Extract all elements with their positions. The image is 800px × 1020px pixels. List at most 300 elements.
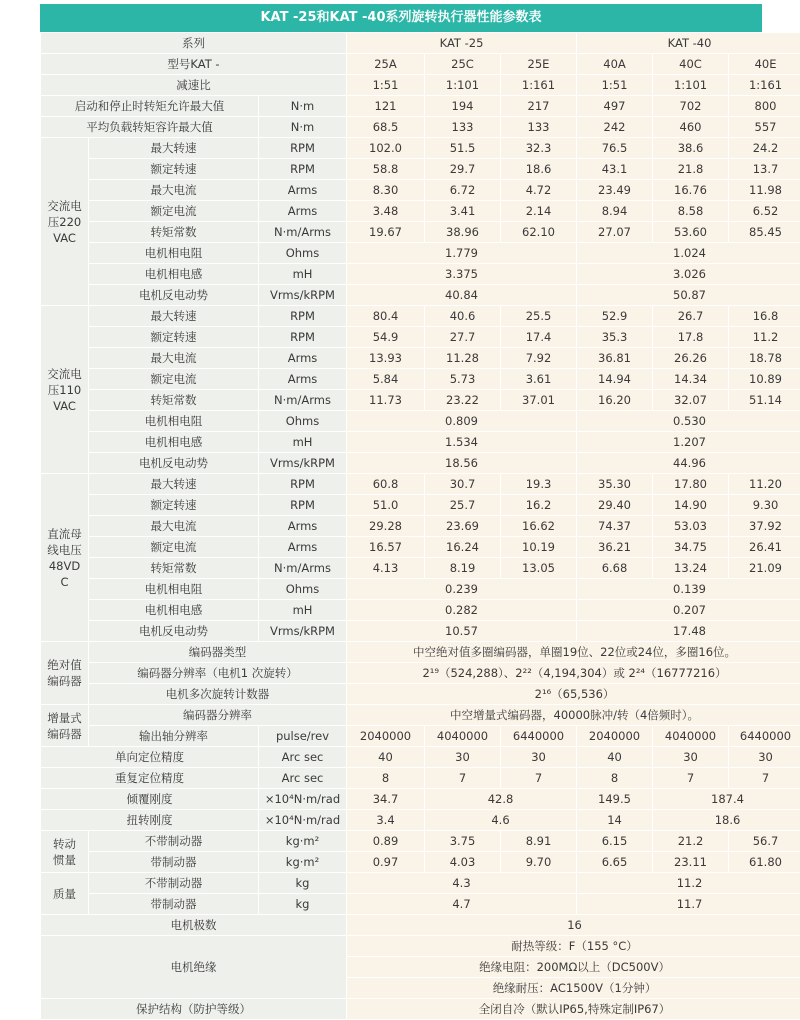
table-row	[41, 264, 800, 285]
value-cell: 43.1	[577, 159, 653, 180]
value-cell: 85.45	[729, 222, 800, 243]
value-cell: 16.8	[729, 306, 800, 327]
series-label: 系列	[41, 33, 347, 54]
row-label: 编码器类型	[89, 642, 347, 663]
table-row	[41, 894, 800, 915]
unit-cell: RPM	[259, 138, 347, 159]
value-cell: 53.03	[653, 516, 729, 537]
model-label: 型号KAT -	[41, 54, 347, 75]
row-label: 转矩常数	[89, 390, 259, 411]
value-cell: 2040000	[347, 726, 425, 747]
unit-cell: RPM	[259, 495, 347, 516]
value-cell: 4.03	[425, 852, 501, 873]
value-cell: 30	[653, 747, 729, 768]
voltage-group-label: 交流电压110VAC	[41, 306, 89, 474]
table-row	[41, 180, 800, 201]
value-cell: 8.58	[653, 201, 729, 222]
table-row	[41, 369, 800, 390]
model-cell: 25A	[347, 54, 425, 75]
value-cell: 7	[729, 768, 800, 789]
value-cell: 16	[347, 915, 800, 936]
row-label: 额定电流	[89, 369, 259, 390]
value-cell: 3.026	[577, 264, 800, 285]
unit-cell: Vrms/kRPM	[259, 285, 347, 306]
unit-cell: RPM	[259, 474, 347, 495]
table-row	[41, 432, 800, 453]
row-label: 最大电流	[89, 180, 259, 201]
value-cell: 9.30	[729, 495, 800, 516]
value-cell: 53.60	[653, 222, 729, 243]
unit-cell: Arms	[259, 516, 347, 537]
table-row	[41, 243, 800, 264]
value-cell: 27.7	[425, 327, 501, 348]
row-label: 单向定位精度	[41, 747, 259, 768]
value-cell: 40	[577, 747, 653, 768]
value-cell: 16.2	[501, 495, 577, 516]
value-cell: 4.13	[347, 558, 425, 579]
table-row	[41, 96, 800, 117]
value-cell: 37.01	[501, 390, 577, 411]
value-cell: 8	[347, 768, 425, 789]
value-cell: 23.11	[653, 852, 729, 873]
table-row	[41, 222, 800, 243]
model-cell: 40C	[653, 54, 729, 75]
row-label: 最大转速	[89, 138, 259, 159]
table-row	[41, 705, 800, 726]
value-cell: 3.48	[347, 201, 425, 222]
unit-cell: N·m/Arms	[259, 558, 347, 579]
table-row	[41, 516, 800, 537]
unit-cell: kg	[259, 873, 347, 894]
table-row	[41, 159, 800, 180]
value-cell: 34.75	[653, 537, 729, 558]
table-row	[41, 810, 800, 831]
value-cell: 80.4	[347, 306, 425, 327]
table-row	[41, 558, 800, 579]
value-cell: 5.84	[347, 369, 425, 390]
value-cell: 13.93	[347, 348, 425, 369]
row-label: 额定转速	[89, 159, 259, 180]
value-cell: 3.375	[347, 264, 577, 285]
table-row	[41, 852, 800, 873]
table-row	[41, 285, 800, 306]
value-cell: 7.92	[501, 348, 577, 369]
table-row	[41, 684, 800, 705]
value-cell: 8.94	[577, 201, 653, 222]
row-label: 电机相电阻	[89, 243, 259, 264]
ratio-label: 减速比	[41, 75, 347, 96]
row-label: 最大电流	[89, 516, 259, 537]
value-cell: 24.2	[729, 138, 800, 159]
model-cell: 25C	[425, 54, 501, 75]
series-25-header: KAT -25	[347, 33, 577, 54]
unit-cell: Ohms	[259, 243, 347, 264]
value-cell: 30	[729, 747, 800, 768]
value-cell: 133	[425, 117, 501, 138]
unit-cell: Vrms/kRPM	[259, 453, 347, 474]
table-row	[41, 873, 800, 894]
table-row	[41, 936, 800, 957]
value-cell: 50.87	[577, 285, 800, 306]
value-cell: 2.14	[501, 201, 577, 222]
table-row	[41, 348, 800, 369]
value-cell: 62.10	[501, 222, 577, 243]
value-cell: 0.809	[347, 411, 577, 432]
table-row	[41, 201, 800, 222]
row-label: 电机反电动势	[89, 453, 259, 474]
value-cell: 8	[577, 768, 653, 789]
model-cell: 25E	[501, 54, 577, 75]
unit-cell: Arc sec	[259, 747, 347, 768]
value-cell: 25.7	[425, 495, 501, 516]
value-cell: 25.5	[501, 306, 577, 327]
value-cell: 52.9	[577, 306, 653, 327]
value-cell: 23.49	[577, 180, 653, 201]
row-label: 电机相电感	[89, 432, 259, 453]
table-row	[41, 663, 800, 684]
value-cell: 21.09	[729, 558, 800, 579]
value-cell: 29.7	[425, 159, 501, 180]
value-cell: 40.84	[347, 285, 577, 306]
value-cell: 26.41	[729, 537, 800, 558]
model-cell: 40E	[729, 54, 800, 75]
inertia-label: 转动惯量	[41, 831, 89, 873]
value-cell: 8.91	[501, 831, 577, 852]
row-label: 电机相电感	[89, 600, 259, 621]
table-row	[41, 327, 800, 348]
row-label: 最大电流	[89, 348, 259, 369]
value-cell: 497	[577, 96, 653, 117]
value-cell: 1.534	[347, 432, 577, 453]
value-cell: 800	[729, 96, 800, 117]
row-label: 编码器分辨率	[89, 705, 347, 726]
unit-cell: RPM	[259, 159, 347, 180]
row-label: 扭转刚度	[41, 810, 259, 831]
row-label: 最大转速	[89, 474, 259, 495]
value-cell: 13.7	[729, 159, 800, 180]
value-cell: 7	[653, 768, 729, 789]
value-cell: 14.94	[577, 369, 653, 390]
table-row	[41, 453, 800, 474]
value-cell: 133	[501, 117, 577, 138]
ratio-cell: 1:161	[501, 75, 577, 96]
value-cell: 4.72	[501, 180, 577, 201]
ratio-cell: 1:51	[577, 75, 653, 96]
value-cell: 29.28	[347, 516, 425, 537]
insulation-label: 电机绝缘	[41, 936, 347, 999]
row-label: 额定转速	[89, 327, 259, 348]
value-cell: 中空绝对值多圈编码器，单圈19位、22位或24位，多圈16位。	[347, 642, 800, 663]
value-cell: 1.024	[577, 243, 800, 264]
value-cell: 26.26	[653, 348, 729, 369]
model-cell: 40A	[577, 54, 653, 75]
value-cell: 17.48	[577, 621, 800, 642]
row-label: 电机反电动势	[89, 621, 259, 642]
unit-cell: RPM	[259, 306, 347, 327]
unit-cell: N·m/Arms	[259, 390, 347, 411]
value-cell: 23.22	[425, 390, 501, 411]
value-cell: 0.282	[347, 600, 577, 621]
value-cell: 121	[347, 96, 425, 117]
value-cell: 10.89	[729, 369, 800, 390]
value-cell: 16.24	[425, 537, 501, 558]
unit-cell: ×10⁴N·m/rad	[259, 810, 347, 831]
row-label: 电机反电动势	[89, 285, 259, 306]
header-row-series	[41, 33, 800, 54]
row-label: 电机多次旋转计数器	[89, 684, 347, 705]
value-cell: 27.07	[577, 222, 653, 243]
unit-cell: ×10⁴N·m/rad	[259, 789, 347, 810]
value-cell: 34.7	[347, 789, 425, 810]
table-row	[41, 600, 800, 621]
ratio-cell: 1:101	[425, 75, 501, 96]
value-cell: 74.37	[577, 516, 653, 537]
inc-encoder-label: 增量式编码器	[41, 705, 89, 747]
value-cell: 37.92	[729, 516, 800, 537]
value-cell: 绝缘电阻：200MΩ以上（DC500V）	[347, 957, 800, 978]
row-label: 启动和停止时转矩允许最大值	[41, 96, 259, 117]
value-cell: 14.34	[653, 369, 729, 390]
value-cell: 217	[501, 96, 577, 117]
value-cell: 44.96	[577, 453, 800, 474]
voltage-group-label: 直流母线电压48VDC	[41, 474, 89, 642]
abs-encoder-label: 绝对值编码器	[41, 642, 89, 705]
unit-cell: Arms	[259, 537, 347, 558]
value-cell: 194	[425, 96, 501, 117]
value-cell: 32.07	[653, 390, 729, 411]
value-cell: 26.7	[653, 306, 729, 327]
spec-table	[40, 32, 800, 1020]
value-cell: 32.3	[501, 138, 577, 159]
value-cell: 0.97	[347, 852, 425, 873]
mass-label: 质量	[41, 873, 89, 915]
value-cell: 61.80	[729, 852, 800, 873]
value-cell: 460	[653, 117, 729, 138]
value-cell: 3.41	[425, 201, 501, 222]
row-label: 额定电流	[89, 201, 259, 222]
value-cell: 21.8	[653, 159, 729, 180]
value-cell: 13.05	[501, 558, 577, 579]
value-cell: 38.6	[653, 138, 729, 159]
value-cell: 149.5	[577, 789, 653, 810]
table-row	[41, 411, 800, 432]
unit-cell: Ohms	[259, 411, 347, 432]
value-cell: 23.69	[425, 516, 501, 537]
unit-cell: N·m/Arms	[259, 222, 347, 243]
value-cell: 36.21	[577, 537, 653, 558]
value-cell: 5.73	[425, 369, 501, 390]
value-cell: 4040000	[653, 726, 729, 747]
value-cell: 6440000	[729, 726, 800, 747]
value-cell: 16.62	[501, 516, 577, 537]
value-cell: 19.3	[501, 474, 577, 495]
value-cell: 4.6	[425, 810, 577, 831]
table-row	[41, 306, 800, 327]
value-cell: 35.30	[577, 474, 653, 495]
value-cell: 54.9	[347, 327, 425, 348]
value-cell: 4040000	[425, 726, 501, 747]
value-cell: 6440000	[501, 726, 577, 747]
value-cell: 11.98	[729, 180, 800, 201]
row-label: 编码器分辨率（电机1 次旋转）	[89, 663, 347, 684]
value-cell: 14	[577, 810, 653, 831]
unit-cell: Arms	[259, 369, 347, 390]
value-cell: 4.7	[347, 894, 577, 915]
row-label: 电机相电感	[89, 264, 259, 285]
value-cell: 0.530	[577, 411, 800, 432]
table-row	[41, 789, 800, 810]
value-cell: 242	[577, 117, 653, 138]
unit-cell: Arc sec	[259, 768, 347, 789]
row-label: 平均负载转矩容许最大值	[41, 117, 259, 138]
table-row	[41, 495, 800, 516]
value-cell: 51.5	[425, 138, 501, 159]
value-cell: 0.207	[577, 600, 800, 621]
value-cell: 4.3	[347, 873, 577, 894]
value-cell: 10.19	[501, 537, 577, 558]
value-cell: 56.7	[729, 831, 800, 852]
value-cell: 2¹⁹（524,288）、2²²（4,194,304）或 2²⁴（16777216）	[347, 663, 800, 684]
unit-cell: kg	[259, 894, 347, 915]
header-row-ratio	[41, 75, 800, 96]
value-cell: 11.28	[425, 348, 501, 369]
table-row	[41, 768, 800, 789]
row-label: 转矩常数	[89, 222, 259, 243]
value-cell: 11.7	[577, 894, 800, 915]
value-cell: 17.4	[501, 327, 577, 348]
unit-cell: kg·m²	[259, 831, 347, 852]
value-cell: 10.57	[347, 621, 577, 642]
value-cell: 42.8	[425, 789, 577, 810]
value-cell: 3.75	[425, 831, 501, 852]
value-cell: 40.6	[425, 306, 501, 327]
value-cell: 6.72	[425, 180, 501, 201]
value-cell: 11.73	[347, 390, 425, 411]
value-cell: 38.96	[425, 222, 501, 243]
value-cell: 6.15	[577, 831, 653, 852]
value-cell: 8.30	[347, 180, 425, 201]
value-cell: 51.0	[347, 495, 425, 516]
value-cell: 19.67	[347, 222, 425, 243]
value-cell: 1.779	[347, 243, 577, 264]
value-cell: 102.0	[347, 138, 425, 159]
value-cell: 76.5	[577, 138, 653, 159]
row-label: 最大转速	[89, 306, 259, 327]
value-cell: 2¹⁶（65,536）	[347, 684, 800, 705]
unit-cell: kg·m²	[259, 852, 347, 873]
table-title: KAT -25和KAT -40系列旋转执行器性能参数表	[40, 4, 762, 32]
row-label: 电机相电阻	[89, 579, 259, 600]
row-label: 额定转速	[89, 495, 259, 516]
value-cell: 51.14	[729, 390, 800, 411]
value-cell: 18.6	[653, 810, 800, 831]
value-cell: 3.61	[501, 369, 577, 390]
value-cell: 7	[425, 768, 501, 789]
ratio-cell: 1:101	[653, 75, 729, 96]
value-cell: 1.207	[577, 432, 800, 453]
row-label: 额定电流	[89, 537, 259, 558]
value-cell: 30	[425, 747, 501, 768]
value-cell: 68.5	[347, 117, 425, 138]
value-cell: 0.89	[347, 831, 425, 852]
row-label: 带制动器	[89, 894, 259, 915]
value-cell: 21.2	[653, 831, 729, 852]
row-label: 不带制动器	[89, 831, 259, 852]
table-row	[41, 579, 800, 600]
value-cell: 3.4	[347, 810, 425, 831]
value-cell: 17.8	[653, 327, 729, 348]
table-row	[41, 474, 800, 495]
row-label: 重复定位精度	[41, 768, 259, 789]
value-cell: 18.56	[347, 453, 577, 474]
value-cell: 29.40	[577, 495, 653, 516]
unit-cell: Arms	[259, 180, 347, 201]
value-cell: 17.80	[653, 474, 729, 495]
row-label: 转矩常数	[89, 558, 259, 579]
row-label: 带制动器	[89, 852, 259, 873]
value-cell: 40	[347, 747, 425, 768]
table-row	[41, 831, 800, 852]
row-label: 倾覆刚度	[41, 789, 259, 810]
value-cell: 6.65	[577, 852, 653, 873]
table-row	[41, 138, 800, 159]
value-cell: 绝缘耐压：AC1500V（1分钟）	[347, 978, 800, 999]
value-cell: 16.76	[653, 180, 729, 201]
table-row	[41, 726, 800, 747]
unit-cell: Arms	[259, 348, 347, 369]
value-cell: 36.81	[577, 348, 653, 369]
unit-cell: mH	[259, 600, 347, 621]
value-cell: 60.8	[347, 474, 425, 495]
value-cell: 8.19	[425, 558, 501, 579]
table-row	[41, 642, 800, 663]
row-label: 输出轴分辨率	[89, 726, 259, 747]
value-cell: 557	[729, 117, 800, 138]
row-label: 电机极数	[41, 915, 347, 936]
row-label: 保护结构（防护等级）	[41, 999, 347, 1020]
value-cell: 14.90	[653, 495, 729, 516]
value-cell: 702	[653, 96, 729, 117]
unit-cell: N·m	[259, 117, 347, 138]
value-cell: 30.7	[425, 474, 501, 495]
value-cell: 58.8	[347, 159, 425, 180]
value-cell: 6.52	[729, 201, 800, 222]
unit-cell: pulse/rev	[259, 726, 347, 747]
row-label: 电机相电阻	[89, 411, 259, 432]
value-cell: 11.2	[729, 327, 800, 348]
unit-cell: Arms	[259, 201, 347, 222]
unit-cell: mH	[259, 432, 347, 453]
value-cell: 187.4	[653, 789, 800, 810]
value-cell: 18.78	[729, 348, 800, 369]
unit-cell: Ohms	[259, 579, 347, 600]
ratio-cell: 1:51	[347, 75, 425, 96]
value-cell: 全闭自冷（默认IP65,特殊定制IP67）	[347, 999, 800, 1020]
row-label: 不带制动器	[89, 873, 259, 894]
value-cell: 11.20	[729, 474, 800, 495]
value-cell: 18.6	[501, 159, 577, 180]
unit-cell: Vrms/kRPM	[259, 621, 347, 642]
ratio-cell: 1:161	[729, 75, 800, 96]
table-row	[41, 537, 800, 558]
unit-cell: mH	[259, 264, 347, 285]
table-row	[41, 915, 800, 936]
value-cell: 30	[501, 747, 577, 768]
series-40-header: KAT -40	[577, 33, 800, 54]
table-row	[41, 117, 800, 138]
value-cell: 6.68	[577, 558, 653, 579]
value-cell: 13.24	[653, 558, 729, 579]
